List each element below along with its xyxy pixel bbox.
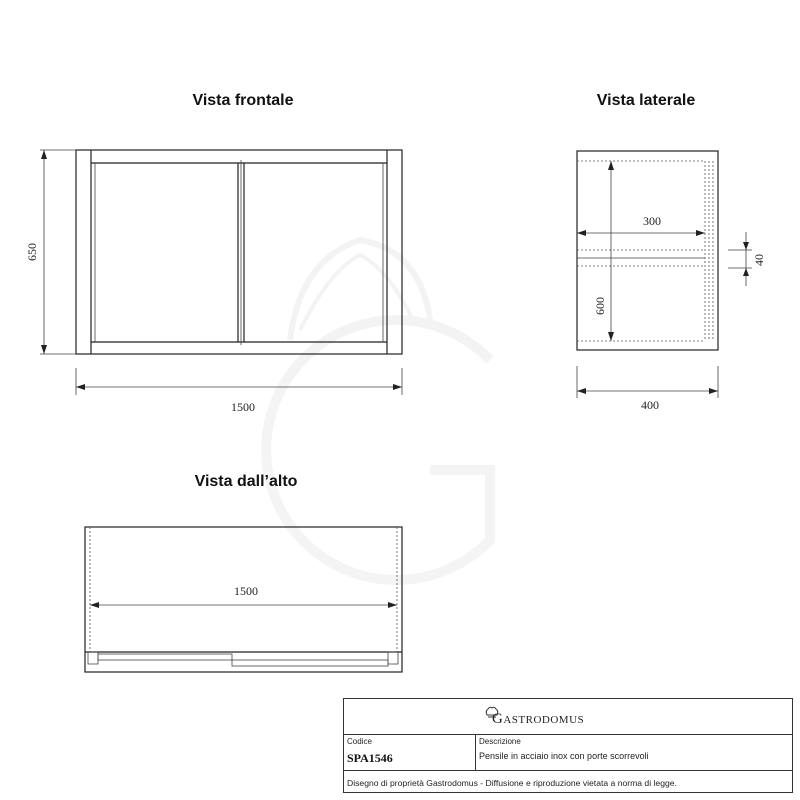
top-width-label: 1500 bbox=[234, 584, 258, 598]
top-outer-frame bbox=[85, 527, 402, 672]
front-view bbox=[25, 92, 402, 414]
description-cell bbox=[476, 735, 792, 770]
side-view-title: Vista laterale bbox=[596, 92, 696, 109]
top-right-door bbox=[232, 660, 388, 666]
copyright-notice: Disegno di proprietà Gastrodomus - Diffusione e riproduzione vietata a norma di legge. bbox=[347, 778, 677, 788]
top-view-title: Vista dall’alto bbox=[194, 473, 298, 490]
title-block bbox=[343, 698, 793, 793]
product-description: Pensile in acciaio inox con porte scorrevoli bbox=[479, 751, 649, 761]
side-depth-label: 400 bbox=[641, 398, 659, 412]
top-left-door bbox=[98, 654, 232, 660]
side-outer-frame bbox=[577, 151, 718, 350]
side-inner-height-label: 600 bbox=[593, 297, 607, 315]
side-inner-depth-label: 300 bbox=[643, 214, 661, 228]
front-width-label: 1500 bbox=[231, 400, 255, 414]
title-block-info-row bbox=[344, 735, 792, 771]
product-code: SPA1546 bbox=[347, 751, 393, 765]
brand-name: Gastrodomus bbox=[492, 711, 585, 727]
code-cell bbox=[344, 735, 476, 770]
side-shelf-label: 40 bbox=[752, 254, 766, 266]
side-view bbox=[577, 92, 766, 412]
title-block-brand-row bbox=[344, 699, 792, 735]
front-view-title: Vista frontale bbox=[192, 92, 294, 109]
watermark-logo bbox=[266, 240, 490, 580]
code-label: Codice bbox=[347, 737, 372, 746]
front-height-label: 650 bbox=[25, 243, 39, 261]
description-label: Descrizione bbox=[479, 737, 521, 746]
